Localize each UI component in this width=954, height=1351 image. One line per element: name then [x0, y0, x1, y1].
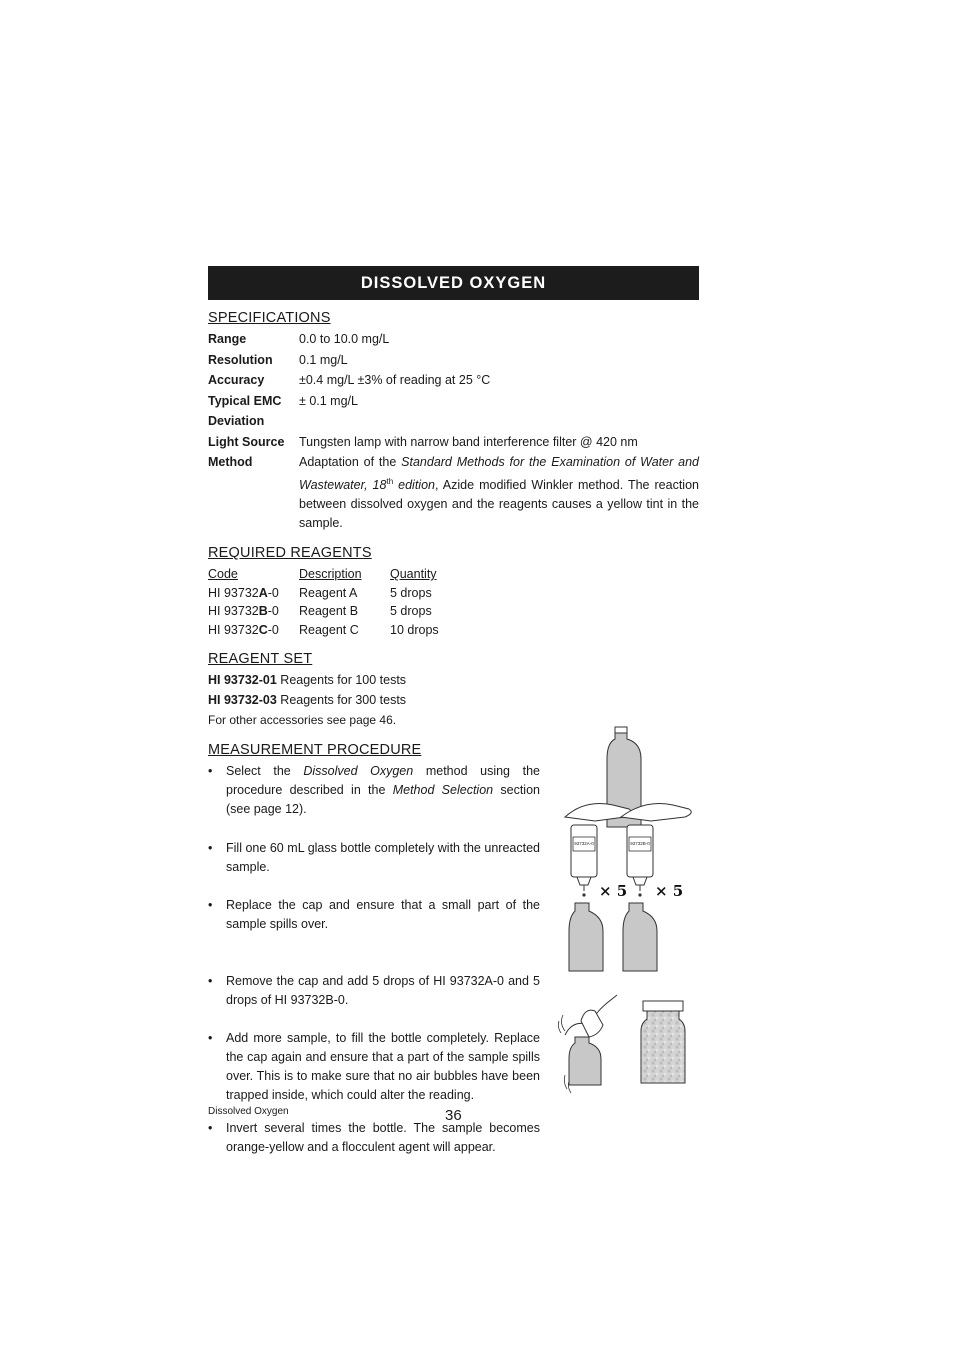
spec-value: ±0.4 mg/L ±3% of reading at 25 °C: [299, 373, 491, 387]
procedure-step: • Select the Dissolved Oxygen method using the procedure described in the Method Selection section (see page 12).: [208, 764, 540, 817]
procedure-step: • Replace the cap and ensure that a small part of the sample spills over.: [208, 898, 540, 932]
table-header: [208, 565, 699, 584]
footer-section-name: Dissolved Oxygen: [208, 1106, 289, 1117]
spec-label: Method: [208, 455, 253, 469]
svg-text:93732A-0: 93732A-0: [574, 841, 594, 846]
reagent-code: HI 93732B-0: [208, 604, 279, 619]
column-header: Quantity: [390, 567, 437, 582]
procedure-step: • Invert several times the bottle. The sample becomes orange-yellow and a flocculent agent will appear.: [208, 1121, 540, 1155]
procedure-step: • Remove the cap and add 5 drops of HI 93732A-0 and 5 drops of HI 93732B-0.: [208, 974, 540, 1008]
reagent-description: Reagent A: [299, 585, 358, 600]
spec-light-source: [208, 433, 699, 452]
table-row: [208, 621, 699, 640]
spec-label: Range: [208, 332, 247, 346]
reagent-set-item: [208, 671, 699, 691]
method-text: Adaptation of the: [299, 455, 402, 469]
spec-value: 0.0 to 10.0 mg/L: [299, 332, 390, 346]
measurement-procedure-heading: MEASUREMENT PROCEDURE: [208, 742, 422, 759]
reagent-description: Reagent B: [299, 604, 359, 619]
reagent-description: Reagent C: [299, 622, 359, 637]
spec-method: [208, 453, 699, 533]
spec-label: Typical EMC: [208, 393, 282, 408]
flocculent-bottle-icon: [641, 1001, 685, 1083]
table-row: [208, 584, 699, 603]
set-code: HI 93732-01: [208, 673, 277, 688]
procedure-illustration: [555, 725, 700, 1095]
reagent-set-heading: REAGENT SET: [208, 651, 313, 668]
drops-count-label: × 5: [655, 882, 684, 900]
illustration-svg: [555, 725, 700, 1095]
svg-text:93732B-0: 93732B-0: [630, 841, 650, 846]
spec-typical-emc: [208, 392, 699, 411]
spec-resolution: [208, 351, 699, 370]
method-text: , Azide modified Winkler method. The reaction between dissolved oxygen and the reagents causes a yellow tint in the sample.: [299, 478, 699, 531]
spec-label: Light Source: [208, 434, 285, 449]
spec-label: Deviation: [208, 414, 265, 428]
accessories-note: For other accessories see page 46.: [208, 713, 397, 728]
specifications-list: [208, 330, 699, 533]
table-row: [208, 602, 699, 621]
spec-value: 0.1 mg/L: [299, 352, 348, 367]
required-reagents-heading: REQUIRED REAGENTS: [208, 545, 372, 562]
spec-range: [208, 330, 699, 349]
spec-value: [299, 412, 699, 431]
spec-value: [299, 453, 699, 533]
method-reference: Standard Methods for the Examination of Water and Wastewater, 18: [299, 455, 699, 493]
spec-label: Resolution: [208, 352, 273, 367]
column-header: Description: [299, 567, 362, 582]
page-title: DISSOLVED OXYGEN: [208, 266, 699, 300]
procedure-step: • Fill one 60 mL glass bottle completely with the unreacted sample.: [208, 841, 540, 875]
sample-bottle-icon: [623, 903, 657, 971]
reagent-quantity: 10 drops: [390, 622, 439, 637]
reagent-code: HI 93732A-0: [208, 585, 279, 600]
sample-bottle-icon: [569, 903, 603, 971]
reagent-quantity: 5 drops: [390, 585, 432, 600]
spec-value: Tungsten lamp with narrow band interference filter @ 420 nm: [299, 434, 638, 449]
spec-deviation: [208, 412, 699, 431]
set-code: HI 93732-03: [208, 692, 277, 707]
set-text: Reagents for 100 tests: [276, 673, 407, 688]
specifications-heading: SPECIFICATIONS: [208, 310, 331, 326]
reagent-code: HI 93732C-0: [208, 622, 279, 637]
spec-accuracy: [208, 371, 699, 390]
spec-value: ± 0.1 mg/L: [299, 393, 358, 408]
reagents-table: [208, 565, 699, 639]
procedure-step: • Add more sample, to fill the bottle completely. Replace the cap again and ensure that a part of the sample spills over. This is to make sure that no air bubbles have been trapped inside, which could alter the reading.: [208, 1031, 540, 1103]
method-edition: edition: [393, 478, 435, 493]
drops-count-label: × 5: [599, 882, 628, 900]
page-number: 36: [445, 1107, 462, 1124]
method-superscript: th: [386, 477, 394, 486]
reagent-quantity: 5 drops: [390, 604, 432, 619]
hand-capping-bottle-icon: [558, 995, 617, 1093]
column-header: Code: [208, 567, 238, 582]
set-text: Reagents for 300 tests: [276, 692, 407, 707]
spec-label: Accuracy: [208, 373, 265, 387]
reagent-set-item: [208, 691, 699, 711]
procedure-steps: [208, 762, 540, 1157]
